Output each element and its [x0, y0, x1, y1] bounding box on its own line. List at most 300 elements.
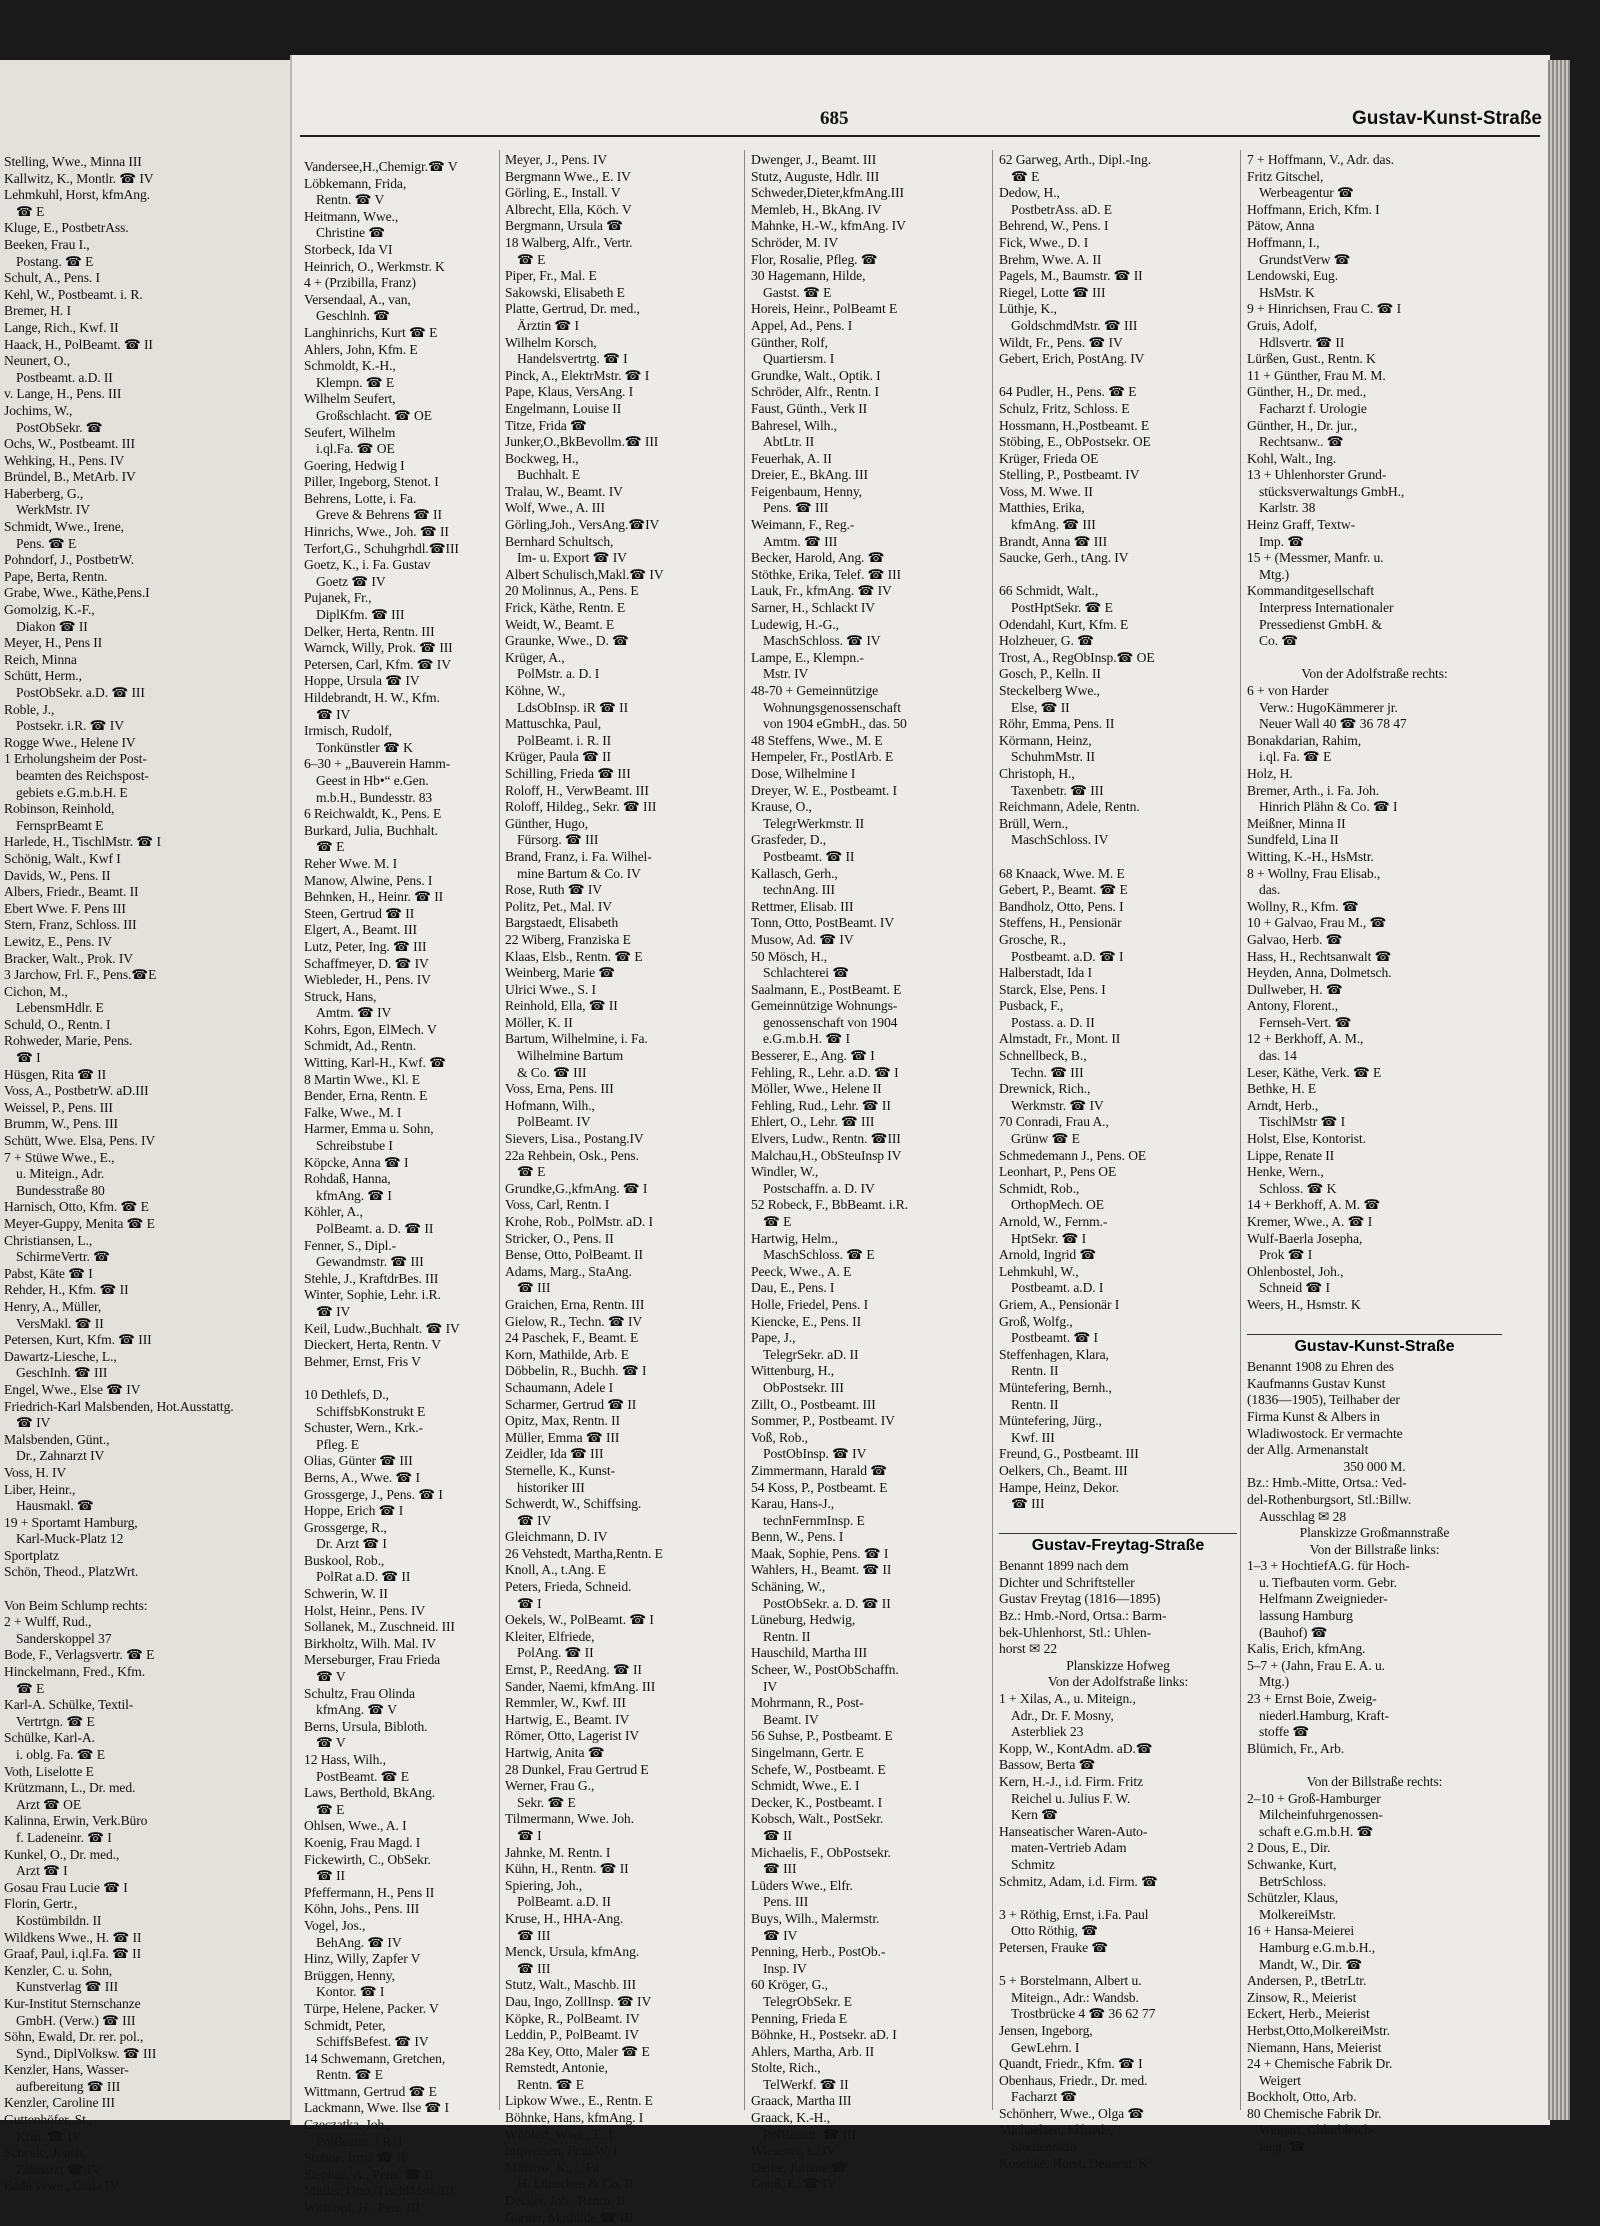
directory-entry: Stöbing, E., ObPostsekr. OE: [999, 434, 1151, 450]
directory-entry: Schaumann, Adele I: [505, 1379, 614, 1395]
directory-entry: Vandersee,H.,Chemigr.☎ V: [304, 159, 458, 174]
directory-entry: 16 + Hansa-Meierei: [1247, 1923, 1355, 1939]
directory-entry: 26 Vehstedt, Martha,Rentn. E: [505, 1545, 663, 1561]
directory-entry: Bz.: Hmb.-Nord, Ortsa.: Barm-: [999, 1608, 1167, 1624]
column-divider: [744, 150, 745, 2110]
directory-entry: Hoppe, Erich ☎ I: [304, 1503, 404, 1519]
directory-entry: Struck, Hans,: [304, 988, 377, 1004]
directory-entry: Saucke, Gerh., tAng. IV: [999, 550, 1129, 566]
directory-entry: Voss, A., PostbetrW. aD.III: [4, 1083, 149, 1099]
directory-entry: Stehle, J., KraftdrBes. III: [304, 1270, 439, 1286]
directory-entry: Hofmann, Wilh.,: [505, 1097, 595, 1113]
entry-continuation: Goetz ☎ IV: [316, 573, 386, 589]
directory-entry: Karau, Hans-J.,: [751, 1496, 835, 1512]
street-heading: Gustav-Kunst-Straße: [1247, 1334, 1502, 1359]
directory-entry: [304, 1370, 496, 1387]
entry-continuation: PolMstr. a. D. I: [517, 666, 600, 682]
directory-entry: Wahlers, H., Beamt. ☎ II: [751, 1562, 892, 1578]
directory-entry: Holzheuer, G. ☎: [999, 633, 1094, 649]
section-subheading: Von der Adolfstraße links:: [1047, 1674, 1189, 1690]
entry-continuation: Fürsorg. ☎ III: [517, 832, 599, 848]
entry-continuation: Schlachterei ☎: [763, 965, 850, 981]
directory-entry: Türpe, Helene, Packer. V: [304, 2000, 439, 2016]
directory-entry: Grossgerge, R.,: [304, 1519, 387, 1535]
entry-continuation: GewLehrn. I: [1011, 2039, 1080, 2055]
entry-continuation: ☎ IV: [517, 1512, 552, 1528]
directory-entry: Davids, W., Pens. II: [4, 867, 111, 883]
entry-continuation: Imp. ☎: [1259, 533, 1305, 549]
directory-entry: Gemeinnützige Wohnungs-: [751, 998, 898, 1014]
entry-continuation: ☎ E: [1011, 168, 1040, 184]
directory-entry: Hoffmann, I.,: [1247, 234, 1320, 250]
directory-entry: horst ✉ 22: [999, 1641, 1057, 1657]
entry-continuation: Mstr. IV: [763, 666, 809, 682]
entry-continuation: ☎ I: [16, 1050, 41, 1066]
directory-entry: 11 + Günther, Frau M. M.: [1247, 367, 1386, 383]
directory-entry: Penning, Herb., PostOb.-: [751, 1944, 886, 1960]
entry-continuation: Mtg.): [1259, 566, 1290, 582]
directory-entry: Müller, Emma ☎ III: [505, 1429, 620, 1445]
directory-entry: [4, 1581, 286, 1598]
entry-continuation: ☎ IV: [16, 1415, 51, 1431]
directory-entry: 64 Pudler, H., Pens. ☎ E: [999, 384, 1137, 400]
entry-continuation: Pens. ☎ E: [16, 535, 77, 551]
directory-entry: Schön, Theod., PlatzWrt.: [4, 1564, 139, 1580]
entry-continuation: kfmAng. ☎ I: [316, 1187, 392, 1203]
directory-entry: Michaelis, F., ObPostsekr.: [751, 1844, 891, 1860]
directory-entry: Lewitz, E., Pens. IV: [4, 933, 112, 949]
entry-continuation: Rentn. ☎ V: [316, 192, 385, 208]
directory-entry: Odendahl, Kurt, Kfm. E: [999, 616, 1129, 632]
directory-entry: Witting, K.-H., HsMstr.: [1247, 848, 1374, 864]
directory-entry: 10 + Galvao, Frau M., ☎: [1247, 915, 1387, 931]
entry-continuation: beamten des Reichspost-: [16, 767, 149, 783]
directory-entry: Hossmann, H.,Postbeamt. E: [999, 417, 1150, 433]
directory-entry: Löbkemann, Frida,: [304, 175, 407, 191]
directory-entry: 9 + Hinrichsen, Frau C. ☎ I: [1247, 301, 1402, 317]
directory-entry: del-Rothenburgsort, Stl.:Billw.: [1247, 1491, 1412, 1507]
directory-entry: 4 + (Przibilla, Franz): [304, 275, 416, 291]
entry-continuation: Postbeamt. a.D. II: [16, 369, 113, 385]
directory-entry: Kallwitz, K., Montlr. ☎ IV: [4, 170, 154, 186]
directory-entry: Schmidt, Peter,: [304, 2017, 386, 2033]
directory-entry: Schwerdt, W., Schiffsing.: [505, 1496, 642, 1512]
directory-entry: v. Lange, H., Pens. III: [4, 386, 122, 402]
entry-continuation: PolBeamt. i. R. II: [517, 732, 612, 748]
entry-continuation: ☎ III: [517, 1960, 551, 1976]
directory-entry: 10 Dethlefs, D.,: [304, 1386, 389, 1402]
directory-entry: Jensen, Ingeborg,: [999, 2022, 1093, 2038]
directory-entry: Leddin, P., PolBeamt. IV: [505, 2027, 639, 2043]
directory-entry: Deike, Juliane ☎: [751, 2159, 848, 2175]
directory-entry: Graaf, Paul, i.ql.Fa. ☎ II: [4, 1946, 142, 1962]
directory-entry: Dreyer, W. E., Postbeamt. I: [751, 782, 897, 798]
directory-entry: Elvers, Ludw., Rentn. ☎III: [751, 1131, 901, 1147]
directory-entry: Meyer, H., Pens II: [4, 635, 103, 651]
directory-entry: Söhn, Ewald, Dr. rer. pol.,: [4, 2029, 144, 2045]
directory-entry: Klaas, Elsb., Rentn. ☎ E: [505, 948, 643, 964]
entry-continuation: genossenschaft von 1904: [763, 1014, 898, 1030]
directory-entry: Reher Wwe. M. I: [304, 855, 397, 871]
directory-entry: Bartum, Wilhelmine, i. Fa.: [505, 1031, 648, 1047]
directory-entry: Albert Schulisch,Makl.☎ IV: [505, 566, 664, 582]
directory-entry: Von Beim Schlump rechts:: [4, 1597, 148, 1613]
right-page: [290, 55, 1550, 2225]
directory-entry: Arndt, Herb.,: [1247, 1097, 1319, 1113]
directory-entry: Laws, Berthold, BkAng.: [304, 1785, 436, 1801]
directory-entry: Günther, H., Dr. jur.,: [1247, 417, 1358, 433]
entry-continuation: Rentn. II: [1011, 1396, 1059, 1412]
directory-entry: Musow, Ad. ☎ IV: [751, 931, 854, 947]
directory-entry: Miltzow, K., i. Fa.: [505, 2159, 603, 2175]
directory-entry: 12 + Berkhoff, A. M.,: [1247, 1031, 1364, 1047]
directory-entry: Knoll, A., t.Ang. E: [505, 1562, 606, 1578]
directory-entry: Römer, Otto, Lagerist IV: [505, 1728, 640, 1744]
directory-entry: Steffenhagen, Klara,: [999, 1346, 1109, 1362]
directory-entry: 22 Wiberg, Franziska E: [505, 931, 631, 947]
directory-entry: Terfort,G., Schuhgrhdl.☎III: [304, 540, 459, 556]
header-rule: [300, 135, 1540, 137]
page-header-title: Gustav-Kunst-Straße: [1351, 108, 1542, 129]
entry-continuation: Postass. a. D. II: [1011, 1014, 1095, 1030]
directory-entry: Ahlers, Martha, Arb. II: [751, 2043, 875, 2059]
directory-entry: Gruis, Adolf,: [1247, 317, 1318, 333]
directory-entry: Wehking, H., Pens. IV: [4, 452, 125, 468]
entry-continuation: Else, ☎ II: [1011, 699, 1070, 715]
directory-entry: Malsbenden, Günt.,: [4, 1431, 110, 1447]
directory-entry: Holst, Heinr., Pens. IV: [304, 1602, 426, 1618]
directory-entry: Roloff, H., VerwBeamt. III: [505, 782, 649, 798]
entry-continuation: ☎ III: [763, 1861, 797, 1877]
entry-continuation: ☎ III: [517, 1280, 551, 1296]
entry-continuation: Facharzt ☎: [1011, 2089, 1078, 2105]
directory-entry: [999, 1513, 1237, 1530]
directory-entry: Fenner, S., Dipl.-: [304, 1237, 397, 1253]
directory-entry: Hauschild, Martha III: [751, 1645, 868, 1661]
directory-entry: Graunke, Wwe., D. ☎: [505, 633, 629, 649]
directory-entry: Birkholtz, Wilh. Mal. IV: [304, 1635, 436, 1651]
directory-entry: Rettmer, Elisab. III: [751, 898, 854, 914]
directory-entry: Penning, Frieda E: [751, 2010, 848, 2026]
directory-entry: Wulf-Baerla Josepha,: [1247, 1230, 1363, 1246]
entry-continuation: Postschaffn. a. D. IV: [763, 1180, 875, 1196]
directory-entry: Rehder, H., Kfm. ☎ II: [4, 1282, 129, 1298]
entry-continuation: TelWerkf. ☎ II: [763, 2076, 849, 2092]
directory-entry: Frick, Käthe, Rentn. E: [505, 600, 626, 616]
directory-entry: Günther, Hugo,: [505, 815, 589, 831]
directory-entry: Tralau, W., Beamt. IV: [505, 483, 623, 499]
directory-entry: Bergmann Wwe., E. IV: [505, 168, 631, 184]
directory-entry: Maak, Sophie, Pens. ☎ I: [751, 1545, 889, 1561]
entry-continuation: AbtLtr. II: [763, 434, 815, 450]
directory-entry: Roble, J.,: [4, 701, 55, 717]
directory-entry: Ingwersen, Frau W. I: [505, 2143, 618, 2159]
directory-entry: Pape, Berta, Rentn.: [4, 568, 108, 584]
entry-continuation: ☎ I: [517, 1595, 542, 1611]
directory-entry: Haack, H., PolBeamt. ☎ II: [4, 336, 153, 352]
directory-entry: Wilhelm Seufert,: [304, 391, 396, 407]
directory-entry: Görling,Joh., VersAng.☎IV: [505, 517, 660, 533]
directory-entry: Warnck, Willy, Prok. ☎ III: [304, 640, 453, 656]
directory-entry: [999, 849, 1237, 866]
directory-entry: Meißner, Minna II: [1247, 815, 1346, 831]
entry-continuation: Tonkünstler ☎ K: [316, 739, 413, 755]
directory-entry: Adams, Marg., StaAng.: [505, 1263, 632, 1279]
directory-entry: Krüger, Frieda OE: [999, 450, 1099, 466]
directory-entry: Schönherr, Wwe., Olga ☎: [999, 2105, 1145, 2121]
directory-entry: Brehm, Wwe. A. II: [999, 251, 1102, 267]
entry-continuation: schaft e.G.m.b.H. ☎: [1259, 1823, 1374, 1839]
entry-continuation: Geschlnh. ☎: [316, 308, 390, 324]
directory-entry: Lüthje, K.,: [999, 301, 1057, 317]
directory-entry: Arnold, Ingrid ☎: [999, 1247, 1097, 1263]
directory-entry: Buskool, Rob.,: [304, 1552, 385, 1568]
entry-continuation: Schreibstube I: [316, 1138, 393, 1154]
entry-continuation: Christine ☎: [316, 225, 386, 241]
column-4: [999, 152, 1237, 2172]
directory-entry: Pagels, M., Baumstr. ☎ II: [999, 268, 1143, 284]
entry-continuation: Helfmann Zweignieder-: [1259, 1591, 1388, 1607]
directory-entry: Politz, Pet., Mal. IV: [505, 898, 613, 914]
entry-continuation: Rentn. II: [763, 1628, 811, 1644]
entry-continuation: PolRat a.D. ☎ II: [316, 1569, 411, 1585]
entry-continuation: TischlMstr ☎ I: [1259, 1114, 1346, 1130]
directory-entry: Reichmann, Adele, Rentn.: [999, 799, 1140, 815]
directory-entry: 3 + Röthig, Ernst, i.Fa. Paul: [999, 1906, 1149, 1922]
directory-entry: Schultz, Frau Olinda: [304, 1685, 415, 1701]
directory-entry: Gustav Freytag (1816—1895): [999, 1591, 1161, 1607]
directory-entry: Trost, A., RegObInsp.☎ OE: [999, 649, 1155, 665]
directory-entry: Firma Kunst & Albers in: [1247, 1408, 1380, 1424]
directory-entry: Gomolzig, K.-F.,: [4, 602, 95, 618]
directory-entry: Dose, Wilhelmine I: [751, 765, 856, 781]
directory-entry: 1–3 + HochtiefA.G. für Hoch-: [1247, 1558, 1410, 1574]
directory-entry: Meyer, J., Pens. IV: [505, 152, 608, 167]
directory-entry: Wittkopf, H., Pens III: [304, 2200, 420, 2216]
street-heading: Gustav-Freytag-Straße: [999, 1533, 1237, 1558]
entry-continuation: Geest in Hb•“ e.Gen.: [316, 772, 429, 788]
entry-continuation: das. 14: [1259, 1048, 1297, 1064]
entry-continuation: Karl-Muck-Platz 12: [16, 1531, 124, 1547]
directory-entry: 5–7 + (Jahn, Frau E. A. u.: [1247, 1657, 1385, 1673]
entry-continuation: GrundstVerw ☎: [1259, 251, 1351, 267]
directory-entry: Fickewirth, C., ObSekr.: [304, 1851, 431, 1867]
directory-entry: Fehling, R., Lehr. a.D. ☎ I: [751, 1064, 899, 1080]
directory-entry: 28 Dunkel, Frau Gertrud E: [505, 1761, 649, 1777]
directory-entry: 5 + Borstelmann, Albert u.: [999, 1973, 1142, 1989]
directory-entry: Kaufmanns Gustav Kunst: [1247, 1375, 1386, 1391]
entry-continuation: Rentn. II: [1011, 1363, 1059, 1379]
directory-entry: Stutz, Auguste, Hdlr. III: [751, 168, 880, 184]
directory-entry: Ohlenbostel, Joh.,: [1247, 1263, 1344, 1279]
entry-continuation: Grünw ☎ E: [1011, 1131, 1080, 1147]
directory-entry: Manow, Alwine, Pens. I: [304, 872, 433, 888]
entry-continuation: ☎ E: [517, 251, 546, 267]
directory-entry: Reich, Minna: [4, 651, 77, 667]
directory-entry: [999, 1957, 1237, 1974]
directory-entry: 12 Hass, Wilh.,: [304, 1752, 386, 1767]
directory-entry: Pabst, Käte ☎ I: [4, 1265, 93, 1281]
directory-entry: Kohrs, Egon, ElMech. V: [304, 1021, 437, 1037]
directory-entry: Arnold, W., Fernm.-: [999, 1214, 1108, 1229]
directory-entry: Dieckert, Herta, Rentn. V: [304, 1337, 441, 1353]
directory-entry: Schröder, Alfr., Rentn. I: [751, 384, 879, 400]
column-5: [1247, 152, 1502, 2156]
entry-continuation: MolkereiMstr.: [1259, 1906, 1336, 1922]
entry-continuation: Schmitz: [1011, 1856, 1055, 1872]
directory-entry: Gosau Frau Lucie ☎ I: [4, 1879, 128, 1895]
entry-continuation: Prok ☎ I: [1259, 1247, 1313, 1263]
directory-entry: Schmidt, Ad., Rentn.: [304, 1038, 417, 1054]
directory-entry: Seufert, Wilhelm: [304, 424, 396, 440]
directory-entry: 48 Steffens, Wwe., M. E: [751, 732, 883, 748]
entry-continuation: ☎ IV: [316, 1303, 351, 1319]
directory-entry: 8 Martin Wwe., Kl. E: [304, 1071, 420, 1087]
directory-entry: Möller, Wwe., Helene II: [751, 1081, 882, 1097]
directory-entry: Henke, Wern.,: [1247, 1164, 1324, 1180]
entry-continuation: u. Tiefbauten vorm. Gebr.: [1259, 1574, 1397, 1590]
entry-continuation: PolBeamt. IV: [517, 1114, 591, 1130]
directory-entry: Stöthke, Erika, Telef. ☎ III: [751, 566, 901, 582]
entry-continuation: Kostümbildn. II: [16, 1912, 102, 1928]
entry-continuation: BetrSchloss.: [1259, 1873, 1327, 1889]
entry-continuation: ☎ E: [16, 1680, 45, 1696]
directory-entry: Heinrich, O., Werkmstr. K: [304, 258, 445, 274]
directory-entry: Andersen, P., tBetrLtr.: [1247, 1973, 1367, 1989]
directory-entry: Kiencke, E., Pens. II: [751, 1313, 862, 1329]
directory-entry: Irmisch, Rudolf,: [304, 723, 392, 739]
directory-entry: Stutz, Walt., Maschb. III: [505, 1977, 636, 1993]
entry-continuation: PostObInsp. ☎ IV: [763, 1446, 867, 1462]
directory-entry: 52 Robeck, F., BbBeamt. i.R.: [751, 1197, 908, 1213]
directory-entry: Körmann, Heinz,: [999, 732, 1092, 748]
directory-entry: Möller, K. II: [505, 1014, 573, 1030]
entry-continuation: ObPostsekr. III: [763, 1379, 844, 1395]
entry-continuation: Techn. ☎ III: [1011, 1064, 1084, 1080]
entry-continuation: Postbeamt. a.D. ☎ I: [1011, 948, 1124, 964]
entry-continuation: LdsObInsp. iR ☎ II: [517, 699, 629, 715]
entry-continuation: PostObSekr. a.D. ☎ III: [16, 685, 145, 700]
directory-entry: Quandt, Friedr., Kfm. ☎ I: [999, 2056, 1143, 2072]
entry-continuation: TelegrObSekr. E: [763, 1993, 852, 2009]
directory-entry: 24 Paschek, F., Beamt. E: [505, 1330, 639, 1346]
directory-entry: 1 Erholungsheim der Post-: [4, 751, 147, 767]
directory-entry: Sollanek, M., Zuschneid. III: [304, 1619, 455, 1635]
directory-entry: Zeidler, Ida ☎ III: [505, 1446, 604, 1462]
entry-continuation: Ausschlag ✉ 28: [1259, 1508, 1347, 1524]
directory-entry: Beeken, Frau I.,: [4, 236, 90, 252]
directory-entry: Müller, Otto, TischlMstr. III: [304, 2183, 454, 2199]
directory-entry: Stubbe, Irma ☎ II: [304, 2150, 406, 2166]
directory-entry: Wöhlert, Wwe., E. I: [505, 2126, 613, 2142]
entry-continuation: stoffe ☎: [1259, 1724, 1310, 1740]
directory-entry: Titze, Frida ☎: [505, 417, 587, 433]
entry-continuation: Kfm. ☎ IV: [16, 2128, 82, 2144]
directory-entry: Peeck, Wwe., A. E: [751, 1263, 852, 1279]
directory-entry: Krüger, A.,: [505, 649, 565, 665]
entry-continuation: ☎ E: [316, 1801, 345, 1817]
entry-continuation: ☎ E: [16, 203, 45, 219]
directory-entry: Bergmann, Ursula ☎: [505, 218, 623, 234]
directory-entry: Christiansen, L.,: [4, 1232, 93, 1248]
directory-entry: Lüders Wwe., Elfr.: [751, 1877, 853, 1893]
directory-entry: Köhler, A.,: [304, 1204, 363, 1220]
directory-entry: Bernhard Schultsch,: [505, 533, 614, 549]
entry-continuation: PostHptSekr. ☎ E: [1011, 600, 1113, 616]
directory-entry: 19 + Sportamt Hamburg,: [4, 1514, 138, 1530]
directory-entry: Brüggen, Henny,: [304, 1967, 395, 1983]
directory-entry: Riegel, Lotte ☎ III: [999, 284, 1106, 300]
entry-continuation: Postang. ☎ E: [16, 253, 94, 269]
directory-entry: Behrens, Lotte, i. Fa.: [304, 490, 417, 506]
entry-continuation: Werkmstr. ☎ IV: [1011, 1097, 1104, 1113]
entry-continuation: Arzt ☎ I: [16, 1863, 68, 1879]
directory-entry: Ohlsen, Wwe., A. I: [304, 1818, 407, 1834]
directory-entry: Lauk, Fr., kfmAng. ☎ IV: [751, 583, 892, 599]
entry-continuation: HsMstr. K: [1259, 284, 1315, 300]
directory-entry: Bonakdarian, Rahim,: [1247, 732, 1361, 748]
directory-entry: Günther, H., Dr. med.,: [1247, 384, 1367, 400]
directory-entry: Memleb, H., BkAng. IV: [751, 201, 882, 217]
entry-continuation: Trostbrücke 4 ☎ 36 62 77: [1011, 2006, 1156, 2022]
directory-entry: Zinsow, R., Meierist: [1247, 1989, 1357, 2005]
directory-entry: Schweder,Dieter,kfmAng.III: [751, 185, 904, 201]
directory-entry: Rogge Wwe., Helene IV: [4, 734, 136, 750]
directory-entry: Ulrici Wwe., S. I: [505, 981, 596, 997]
directory-entry: Schwanke, Kurt,: [1247, 1856, 1337, 1872]
directory-entry: Garner, Mathilde ☎ III: [505, 2209, 634, 2225]
directory-entry: Schmedemann J., Pens. OE: [999, 1147, 1147, 1163]
directory-entry: Hartwig, Helm.,: [751, 1230, 838, 1246]
directory-entry: Lehmkuhl, W.,: [999, 1263, 1079, 1279]
directory-entry: Voth, Liselotte E: [4, 1763, 94, 1779]
directory-entry: Storbeck, Ida VI: [304, 241, 393, 257]
entry-continuation: WerkMstr. IV: [16, 502, 90, 518]
directory-entry: Dreier, E., BkAng. III: [751, 467, 868, 483]
directory-entry: Bender, Erna, Rentn. E: [304, 1088, 428, 1104]
entry-continuation: Postsekr. i.R. ☎ IV: [16, 718, 124, 734]
directory-entry: Günther, Rolf,: [751, 334, 828, 350]
entry-continuation: maten-Vertrieb Adam: [1011, 1840, 1127, 1856]
directory-entry: Kern, H.-J., i.d. Firm. Fritz: [999, 1774, 1143, 1789]
directory-entry: Krause, O.,: [751, 799, 812, 815]
directory-entry: 18 Walberg, Alfr., Vertr.: [505, 234, 633, 250]
directory-entry: Albers, Friedr., Beamt. II: [4, 884, 139, 900]
directory-entry: Wittmann, Gertrud ☎ E: [304, 2083, 437, 2099]
entry-continuation: Ärztin ☎ I: [517, 317, 579, 333]
directory-entry: Grossgerge, J., Pens. ☎ I: [304, 1486, 443, 1502]
directory-entry: Dedow, H.,: [999, 185, 1060, 201]
directory-entry: Kobsch, Walt., PostSekr.: [751, 1811, 884, 1827]
directory-entry: 50 Mösch, H.,: [751, 948, 828, 964]
entry-continuation: PolAng. ☎ II: [517, 1645, 594, 1661]
directory-entry: Kruse, H., HHA-Ang.: [505, 1910, 624, 1926]
entry-continuation: SchiffsBefest. ☎ IV: [316, 2034, 429, 2050]
directory-entry: [1247, 1314, 1502, 1331]
entry-continuation: HptSekr. ☎ I: [1011, 1230, 1087, 1246]
directory-entry: Schmidt, Rob.,: [999, 1180, 1080, 1196]
directory-entry: Kremer, Wwe., A. ☎ I: [1247, 1214, 1373, 1229]
directory-entry: Hinckelmann, Fred., Kfm.: [4, 1664, 146, 1680]
directory-entry: Buys, Wilh., Malermstr.: [751, 1910, 880, 1926]
directory-entry: Müntefering, Bernh.,: [999, 1379, 1112, 1395]
entry-continuation: lassung Hamburg: [1259, 1608, 1353, 1624]
directory-entry: Voss, Erna, Pens. III: [505, 1081, 614, 1097]
directory-entry: Brumm, W., Pens. III: [4, 1116, 118, 1132]
entry-continuation: Im- u. Export ☎ IV: [517, 550, 627, 566]
directory-entry: Schefe, W., Postbeamt. E: [751, 1761, 886, 1777]
directory-entry: Harnisch, Otto, Kfm. ☎ E: [4, 1199, 149, 1215]
